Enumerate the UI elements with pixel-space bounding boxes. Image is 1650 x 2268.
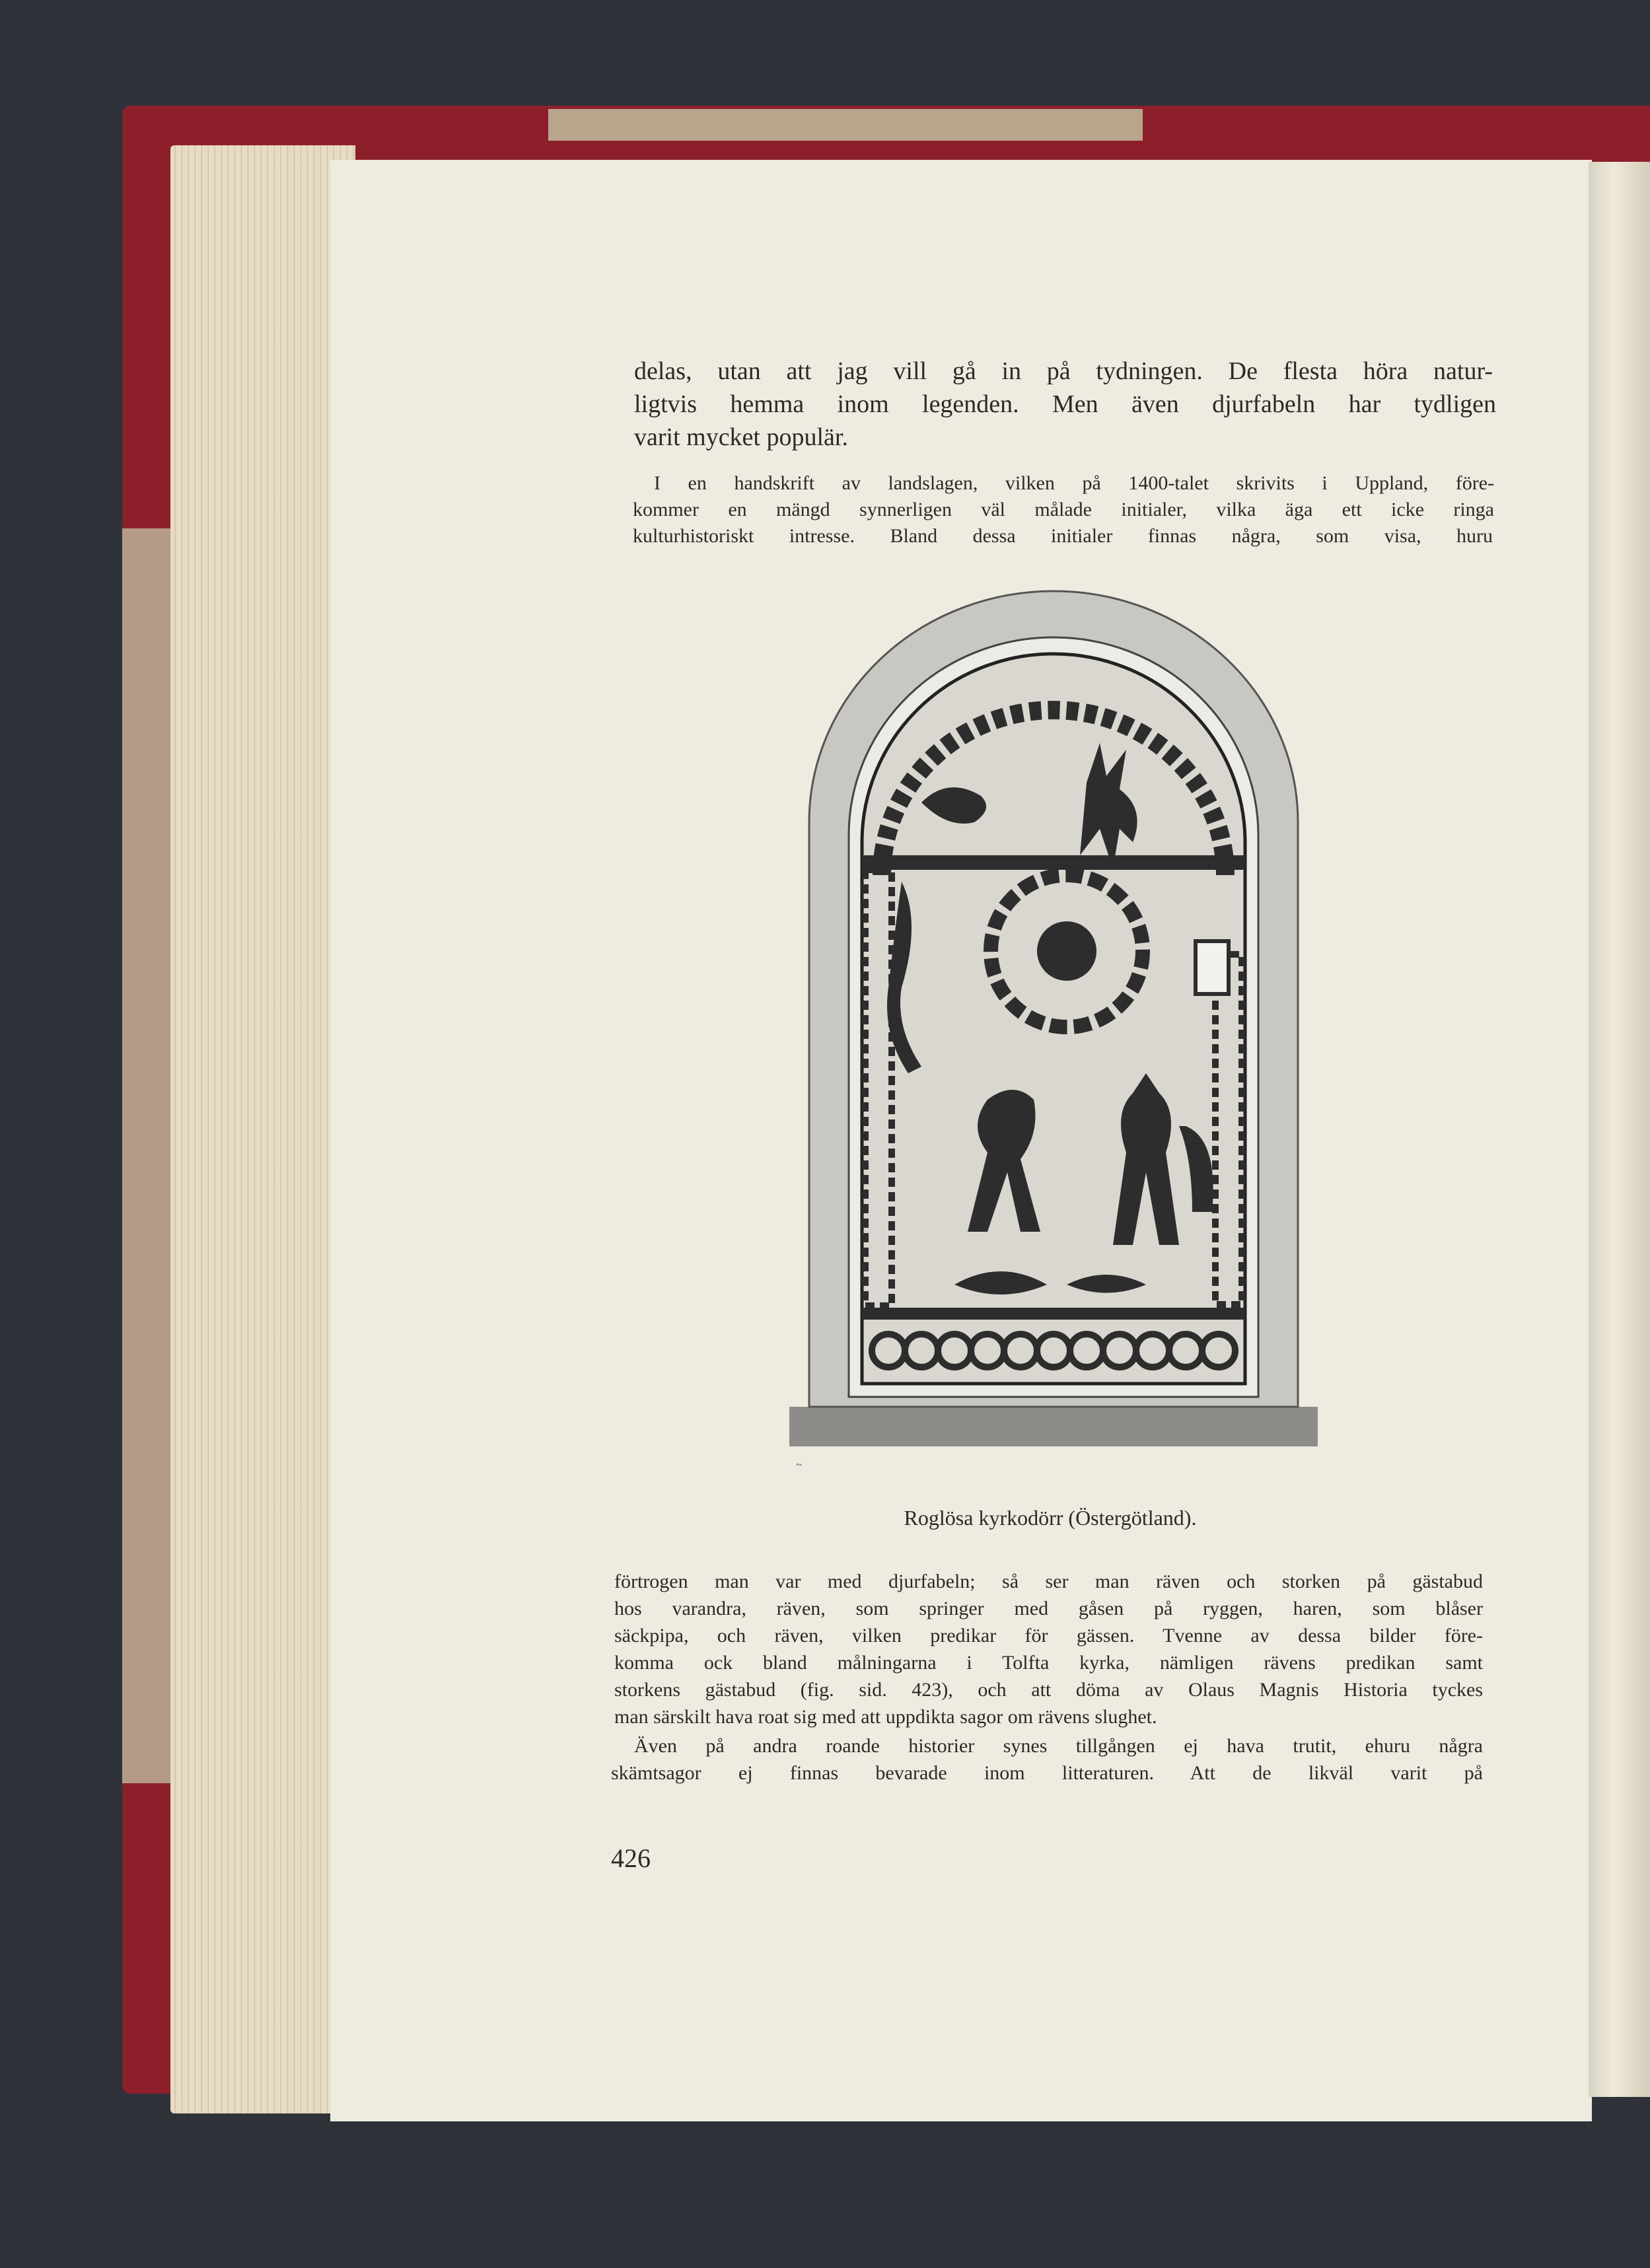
iron-bar <box>862 1308 1245 1320</box>
text-line: storkens gästabud (fig. sid. 423), och att döma av Olaus Magnis Historia tyckes <box>614 1679 1483 1701</box>
figure-caption: Roglösa kyrkodörr (Östergötland). <box>904 1506 1197 1530</box>
text-line: säckpipa, och räven, vilken predikar för gässen. Tvenne av dessa bilder före- <box>614 1625 1483 1647</box>
text-line: Även på andra roande historier synes tillgången ej hava trutit, ehuru några <box>634 1735 1483 1757</box>
text-line: delas, utan att jag vill gå in på tydningen. De flesta höra natur- <box>634 357 1493 385</box>
marbled-spine <box>122 528 175 1783</box>
text-line: man särskilt hava roat sig med att uppdikta sagor om rävens slughet. <box>614 1706 1157 1728</box>
text-line: förtrogen man var med djurfabeln; så ser man räven och storken på gästabud <box>614 1571 1483 1592</box>
artist-signature: ~ <box>796 1460 802 1471</box>
facing-page-edge <box>1589 162 1650 2097</box>
text-line: skämtsagor ej finnas bevarade inom litteraturen. Att de likväl varit på <box>611 1762 1483 1784</box>
door-threshold <box>789 1407 1318 1446</box>
text-line: ligtvis hemma inom legenden. Men även djurfabeln har tydligen <box>634 390 1496 418</box>
text-line: hos varandra, räven, som springer med gåsen på ryggen, haren, som blåser <box>614 1598 1483 1619</box>
text-line: komma ock bland målningarna i Tolfta kyrka, nämligen rävens predikan samt <box>614 1652 1483 1674</box>
text-line: kommer en mängd synnerligen väl målade initialer, vilka äga ett icke ringa <box>633 499 1494 520</box>
text-line: I en handskrift av landslagen, vilken på 1400-talet skrivits i Uppland, före- <box>654 472 1494 494</box>
lock-plate <box>1196 941 1229 994</box>
text-line: varit mycket populär. <box>634 423 848 451</box>
page-number: 426 <box>611 1843 651 1873</box>
headband <box>548 109 1143 141</box>
text-line: kulturhistoriskt intresse. Bland dessa initialer finnas några, som visa, huru <box>633 525 1493 547</box>
church-door-illustration <box>789 585 1318 1463</box>
page-edges <box>170 145 355 2113</box>
iron-bar <box>862 855 1245 870</box>
central-rosette <box>1037 921 1096 981</box>
